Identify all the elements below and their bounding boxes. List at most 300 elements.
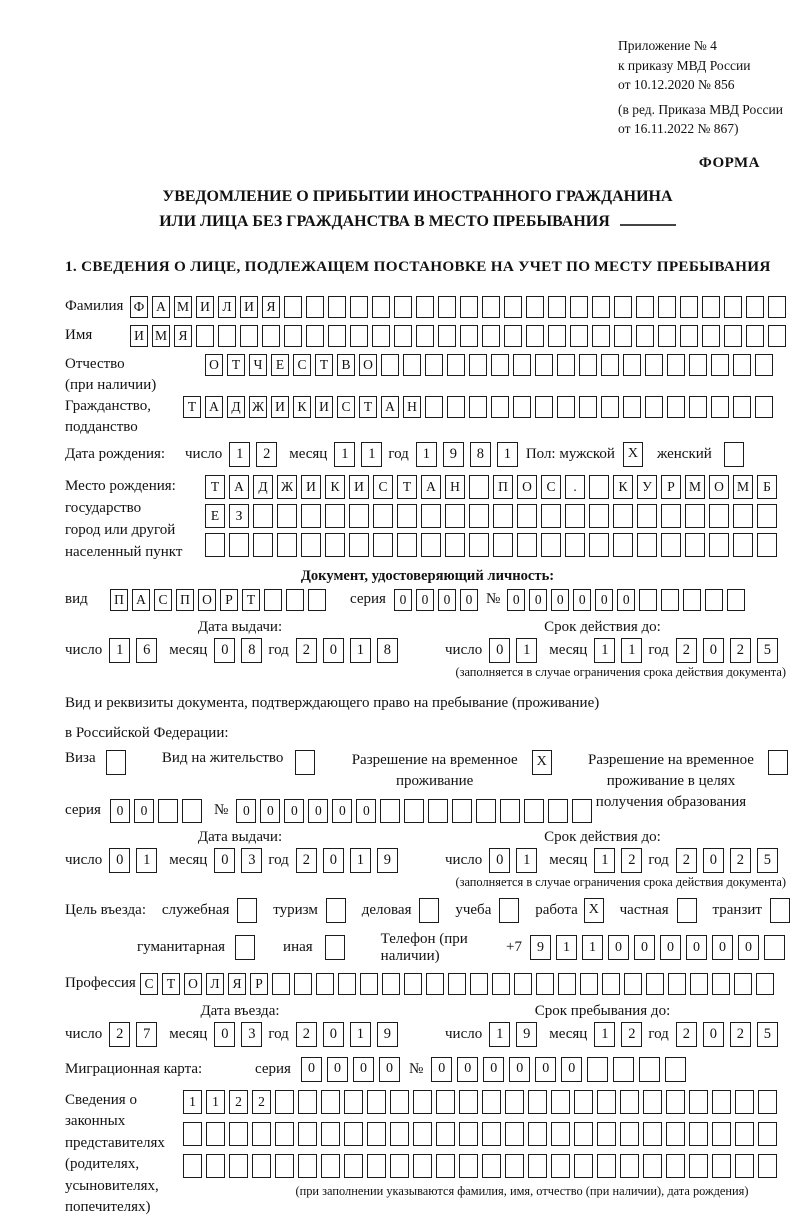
- char-cell[interactable]: [524, 799, 544, 823]
- char-cell[interactable]: [667, 354, 685, 376]
- char-cell[interactable]: [505, 1090, 524, 1114]
- char-cell[interactable]: В: [337, 354, 355, 376]
- char-cell[interactable]: Ж: [249, 396, 267, 418]
- char-cell[interactable]: [482, 1154, 501, 1178]
- char-cell[interactable]: [301, 533, 321, 557]
- char-cell[interactable]: 9: [377, 1022, 398, 1047]
- char-cell[interactable]: 0: [214, 638, 235, 663]
- char-cell[interactable]: Н: [445, 475, 465, 499]
- char-cell[interactable]: Т: [397, 475, 417, 499]
- char-cell[interactable]: Т: [183, 396, 201, 418]
- char-cell[interactable]: [528, 1154, 547, 1178]
- char-cell[interactable]: [306, 325, 324, 347]
- char-cell[interactable]: А: [229, 475, 249, 499]
- char-cell[interactable]: [579, 396, 597, 418]
- char-cell[interactable]: [757, 533, 777, 557]
- char-cell[interactable]: [240, 325, 258, 347]
- char-cell[interactable]: [724, 296, 742, 318]
- char-cell[interactable]: [229, 1154, 248, 1178]
- char-cell[interactable]: [601, 396, 619, 418]
- char-cell[interactable]: 2: [296, 1022, 317, 1047]
- checkbox-temp-residence[interactable]: X: [532, 750, 552, 775]
- char-cell[interactable]: [764, 935, 785, 960]
- char-cell[interactable]: 0: [561, 1057, 582, 1082]
- char-cell[interactable]: [637, 533, 657, 557]
- char-cell[interactable]: 8: [377, 638, 398, 663]
- char-cell[interactable]: [404, 973, 422, 995]
- char-cell[interactable]: [517, 504, 537, 528]
- char-cell[interactable]: К: [613, 475, 633, 499]
- char-cell[interactable]: [397, 533, 417, 557]
- char-cell[interactable]: Т: [205, 475, 225, 499]
- char-cell[interactable]: 0: [703, 848, 724, 873]
- char-cell[interactable]: [476, 799, 496, 823]
- char-cell[interactable]: [755, 396, 773, 418]
- char-cell[interactable]: [733, 396, 751, 418]
- char-cell[interactable]: [712, 973, 730, 995]
- char-cell[interactable]: [702, 325, 720, 347]
- char-cell[interactable]: [360, 973, 378, 995]
- char-cell[interactable]: [735, 1122, 754, 1146]
- char-cell[interactable]: [306, 296, 324, 318]
- char-cell[interactable]: [459, 1090, 478, 1114]
- char-cell[interactable]: [733, 354, 751, 376]
- char-cell[interactable]: [643, 1122, 662, 1146]
- char-cell[interactable]: [541, 504, 561, 528]
- char-cell[interactable]: М: [152, 325, 170, 347]
- char-cell[interactable]: [661, 504, 681, 528]
- char-cell[interactable]: 9: [516, 1022, 537, 1047]
- char-cell[interactable]: [689, 1154, 708, 1178]
- char-cell[interactable]: [403, 354, 421, 376]
- char-cell[interactable]: 0: [634, 935, 655, 960]
- char-cell[interactable]: [746, 296, 764, 318]
- char-cell[interactable]: [447, 396, 465, 418]
- char-cell[interactable]: [436, 1122, 455, 1146]
- char-cell[interactable]: [469, 504, 489, 528]
- char-cell[interactable]: 0: [214, 848, 235, 873]
- char-cell[interactable]: И: [301, 475, 321, 499]
- char-cell[interactable]: [447, 354, 465, 376]
- char-cell[interactable]: [541, 533, 561, 557]
- char-cell[interactable]: [229, 1122, 248, 1146]
- char-cell[interactable]: [277, 504, 297, 528]
- char-cell[interactable]: [390, 1090, 409, 1114]
- char-cell[interactable]: 1: [136, 848, 157, 873]
- char-cell[interactable]: Т: [162, 973, 180, 995]
- char-cell[interactable]: 0: [260, 799, 280, 823]
- char-cell[interactable]: О: [198, 589, 216, 611]
- char-cell[interactable]: 0: [738, 935, 759, 960]
- char-cell[interactable]: [264, 589, 282, 611]
- char-cell[interactable]: [413, 1154, 432, 1178]
- char-cell[interactable]: Д: [253, 475, 273, 499]
- char-cell[interactable]: [526, 325, 544, 347]
- char-cell[interactable]: С: [373, 475, 393, 499]
- char-cell[interactable]: [421, 533, 441, 557]
- char-cell[interactable]: [505, 1154, 524, 1178]
- char-cell[interactable]: [685, 504, 705, 528]
- char-cell[interactable]: 0: [416, 589, 434, 611]
- char-cell[interactable]: [367, 1154, 386, 1178]
- char-cell[interactable]: 1: [621, 638, 642, 663]
- char-cell[interactable]: .: [565, 475, 585, 499]
- char-cell[interactable]: Т: [242, 589, 260, 611]
- char-cell[interactable]: [381, 354, 399, 376]
- char-cell[interactable]: 0: [535, 1057, 556, 1082]
- char-cell[interactable]: [206, 1154, 225, 1178]
- char-cell[interactable]: [382, 973, 400, 995]
- char-cell[interactable]: 0: [214, 1022, 235, 1047]
- char-cell[interactable]: [262, 325, 280, 347]
- char-cell[interactable]: 2: [730, 638, 751, 663]
- char-cell[interactable]: [513, 396, 531, 418]
- char-cell[interactable]: 0: [323, 1022, 344, 1047]
- char-cell[interactable]: 2: [256, 442, 277, 467]
- char-cell[interactable]: [321, 1154, 340, 1178]
- char-cell[interactable]: [548, 799, 568, 823]
- checkbox-residence-permit[interactable]: [295, 750, 315, 775]
- char-cell[interactable]: [574, 1122, 593, 1146]
- char-cell[interactable]: [758, 1090, 777, 1114]
- char-cell[interactable]: С: [337, 396, 355, 418]
- char-cell[interactable]: 1: [556, 935, 577, 960]
- char-cell[interactable]: 3: [241, 1022, 262, 1047]
- char-cell[interactable]: [666, 1090, 685, 1114]
- char-cell[interactable]: [514, 973, 532, 995]
- char-cell[interactable]: [643, 1154, 662, 1178]
- char-cell[interactable]: 2: [676, 848, 697, 873]
- char-cell[interactable]: 3: [241, 848, 262, 873]
- char-cell[interactable]: [436, 1090, 455, 1114]
- char-cell[interactable]: Е: [205, 504, 225, 528]
- char-cell[interactable]: 0: [617, 589, 635, 611]
- char-cell[interactable]: 0: [457, 1057, 478, 1082]
- char-cell[interactable]: [275, 1122, 294, 1146]
- char-cell[interactable]: [445, 504, 465, 528]
- char-cell[interactable]: 5: [757, 638, 778, 663]
- char-cell[interactable]: 0: [660, 935, 681, 960]
- char-cell[interactable]: [755, 354, 773, 376]
- char-cell[interactable]: [536, 973, 554, 995]
- char-cell[interactable]: 0: [686, 935, 707, 960]
- char-cell[interactable]: [685, 533, 705, 557]
- char-cell[interactable]: [689, 354, 707, 376]
- char-cell[interactable]: [367, 1090, 386, 1114]
- char-cell[interactable]: [425, 396, 443, 418]
- char-cell[interactable]: [367, 1122, 386, 1146]
- char-cell[interactable]: [620, 1090, 639, 1114]
- char-cell[interactable]: С: [154, 589, 172, 611]
- char-cell[interactable]: [328, 325, 346, 347]
- char-cell[interactable]: [637, 504, 657, 528]
- char-cell[interactable]: [284, 325, 302, 347]
- char-cell[interactable]: 1: [350, 638, 371, 663]
- char-cell[interactable]: Л: [206, 973, 224, 995]
- char-cell[interactable]: Ч: [249, 354, 267, 376]
- char-cell[interactable]: 9: [530, 935, 551, 960]
- char-cell[interactable]: [286, 589, 304, 611]
- checkbox-private[interactable]: [677, 898, 697, 923]
- char-cell[interactable]: 1: [594, 638, 615, 663]
- char-cell[interactable]: Б: [757, 475, 777, 499]
- char-cell[interactable]: [733, 533, 753, 557]
- char-cell[interactable]: Я: [174, 325, 192, 347]
- char-cell[interactable]: [646, 973, 664, 995]
- char-cell[interactable]: 7: [136, 1022, 157, 1047]
- char-cell[interactable]: [469, 396, 487, 418]
- char-cell[interactable]: 2: [621, 1022, 642, 1047]
- char-cell[interactable]: [349, 533, 369, 557]
- char-cell[interactable]: 0: [332, 799, 352, 823]
- char-cell[interactable]: 1: [416, 442, 437, 467]
- char-cell[interactable]: [500, 799, 520, 823]
- char-cell[interactable]: [756, 973, 774, 995]
- char-cell[interactable]: [548, 296, 566, 318]
- char-cell[interactable]: 1: [229, 442, 250, 467]
- char-cell[interactable]: [712, 1122, 731, 1146]
- char-cell[interactable]: [252, 1122, 271, 1146]
- char-cell[interactable]: [394, 325, 412, 347]
- char-cell[interactable]: [734, 973, 752, 995]
- char-cell[interactable]: 9: [443, 442, 464, 467]
- char-cell[interactable]: 1: [582, 935, 603, 960]
- char-cell[interactable]: [589, 533, 609, 557]
- checkbox-official[interactable]: [237, 898, 257, 923]
- char-cell[interactable]: [614, 325, 632, 347]
- char-cell[interactable]: А: [381, 396, 399, 418]
- char-cell[interactable]: 2: [252, 1090, 271, 1114]
- char-cell[interactable]: 0: [323, 848, 344, 873]
- char-cell[interactable]: [416, 325, 434, 347]
- char-cell[interactable]: 0: [284, 799, 304, 823]
- char-cell[interactable]: [592, 325, 610, 347]
- char-cell[interactable]: А: [152, 296, 170, 318]
- char-cell[interactable]: 1: [516, 638, 537, 663]
- char-cell[interactable]: [623, 396, 641, 418]
- char-cell[interactable]: 1: [350, 1022, 371, 1047]
- char-cell[interactable]: [316, 973, 334, 995]
- char-cell[interactable]: [349, 504, 369, 528]
- checkbox-other-purpose[interactable]: [325, 935, 345, 960]
- char-cell[interactable]: [229, 533, 249, 557]
- char-cell[interactable]: [373, 504, 393, 528]
- char-cell[interactable]: [493, 533, 513, 557]
- char-cell[interactable]: П: [176, 589, 194, 611]
- char-cell[interactable]: 1: [489, 1022, 510, 1047]
- char-cell[interactable]: [668, 973, 686, 995]
- char-cell[interactable]: 0: [431, 1057, 452, 1082]
- char-cell[interactable]: Т: [315, 354, 333, 376]
- char-cell[interactable]: [711, 396, 729, 418]
- char-cell[interactable]: 0: [394, 589, 412, 611]
- char-cell[interactable]: [579, 354, 597, 376]
- char-cell[interactable]: [613, 1057, 634, 1082]
- char-cell[interactable]: [592, 296, 610, 318]
- char-cell[interactable]: 5: [757, 848, 778, 873]
- char-cell[interactable]: [528, 1090, 547, 1114]
- char-cell[interactable]: [196, 325, 214, 347]
- char-cell[interactable]: 2: [676, 1022, 697, 1047]
- char-cell[interactable]: 0: [301, 1057, 322, 1082]
- char-cell[interactable]: [724, 325, 742, 347]
- char-cell[interactable]: [768, 325, 786, 347]
- char-cell[interactable]: [482, 325, 500, 347]
- char-cell[interactable]: [372, 325, 390, 347]
- char-cell[interactable]: [308, 589, 326, 611]
- char-cell[interactable]: [205, 533, 225, 557]
- char-cell[interactable]: [182, 799, 202, 823]
- char-cell[interactable]: [709, 504, 729, 528]
- char-cell[interactable]: 0: [489, 638, 510, 663]
- char-cell[interactable]: [645, 354, 663, 376]
- char-cell[interactable]: [183, 1122, 202, 1146]
- char-cell[interactable]: 0: [134, 799, 154, 823]
- char-cell[interactable]: [680, 325, 698, 347]
- char-cell[interactable]: [428, 799, 448, 823]
- char-cell[interactable]: [413, 1090, 432, 1114]
- char-cell[interactable]: [683, 589, 701, 611]
- char-cell[interactable]: 2: [730, 1022, 751, 1047]
- char-cell[interactable]: [491, 396, 509, 418]
- char-cell[interactable]: [252, 1154, 271, 1178]
- char-cell[interactable]: [438, 325, 456, 347]
- char-cell[interactable]: [436, 1154, 455, 1178]
- char-cell[interactable]: 0: [236, 799, 256, 823]
- char-cell[interactable]: [705, 589, 723, 611]
- char-cell[interactable]: Е: [271, 354, 289, 376]
- char-cell[interactable]: 2: [109, 1022, 130, 1047]
- char-cell[interactable]: [597, 1154, 616, 1178]
- char-cell[interactable]: [551, 1090, 570, 1114]
- char-cell[interactable]: [613, 504, 633, 528]
- char-cell[interactable]: [535, 396, 553, 418]
- char-cell[interactable]: [459, 1122, 478, 1146]
- char-cell[interactable]: 1: [206, 1090, 225, 1114]
- char-cell[interactable]: [689, 396, 707, 418]
- char-cell[interactable]: [733, 504, 753, 528]
- char-cell[interactable]: 1: [594, 848, 615, 873]
- char-cell[interactable]: 1: [350, 848, 371, 873]
- char-cell[interactable]: А: [421, 475, 441, 499]
- char-cell[interactable]: [504, 325, 522, 347]
- char-cell[interactable]: С: [541, 475, 561, 499]
- char-cell[interactable]: [636, 325, 654, 347]
- char-cell[interactable]: [636, 296, 654, 318]
- char-cell[interactable]: [639, 589, 657, 611]
- char-cell[interactable]: [350, 296, 368, 318]
- char-cell[interactable]: [746, 325, 764, 347]
- char-cell[interactable]: [557, 396, 575, 418]
- char-cell[interactable]: 1: [516, 848, 537, 873]
- char-cell[interactable]: [284, 296, 302, 318]
- char-cell[interactable]: [702, 296, 720, 318]
- char-cell[interactable]: [469, 533, 489, 557]
- checkbox-temp-residence-education[interactable]: [768, 750, 788, 775]
- char-cell[interactable]: 0: [110, 799, 130, 823]
- checkbox-work[interactable]: X: [584, 898, 604, 923]
- char-cell[interactable]: [735, 1090, 754, 1114]
- char-cell[interactable]: 8: [241, 638, 262, 663]
- char-cell[interactable]: 0: [308, 799, 328, 823]
- char-cell[interactable]: [565, 533, 585, 557]
- char-cell[interactable]: Д: [227, 396, 245, 418]
- char-cell[interactable]: [661, 589, 679, 611]
- char-cell[interactable]: [643, 1090, 662, 1114]
- char-cell[interactable]: Л: [218, 296, 236, 318]
- char-cell[interactable]: [390, 1154, 409, 1178]
- char-cell[interactable]: [272, 973, 290, 995]
- char-cell[interactable]: У: [637, 475, 657, 499]
- char-cell[interactable]: 5: [757, 1022, 778, 1047]
- char-cell[interactable]: Ф: [130, 296, 148, 318]
- char-cell[interactable]: [321, 1122, 340, 1146]
- char-cell[interactable]: 0: [573, 589, 591, 611]
- char-cell[interactable]: 2: [296, 638, 317, 663]
- char-cell[interactable]: [709, 533, 729, 557]
- char-cell[interactable]: [601, 354, 619, 376]
- char-cell[interactable]: [344, 1090, 363, 1114]
- char-cell[interactable]: О: [184, 973, 202, 995]
- char-cell[interactable]: [321, 1090, 340, 1114]
- char-cell[interactable]: [666, 1154, 685, 1178]
- char-cell[interactable]: [711, 354, 729, 376]
- char-cell[interactable]: 1: [109, 638, 130, 663]
- char-cell[interactable]: [551, 1154, 570, 1178]
- char-cell[interactable]: К: [325, 475, 345, 499]
- char-cell[interactable]: Я: [262, 296, 280, 318]
- char-cell[interactable]: [574, 1090, 593, 1114]
- char-cell[interactable]: [253, 533, 273, 557]
- char-cell[interactable]: [372, 296, 390, 318]
- char-cell[interactable]: И: [130, 325, 148, 347]
- char-cell[interactable]: [667, 396, 685, 418]
- char-cell[interactable]: [658, 296, 676, 318]
- char-cell[interactable]: И: [315, 396, 333, 418]
- char-cell[interactable]: [735, 1154, 754, 1178]
- char-cell[interactable]: 0: [489, 848, 510, 873]
- char-cell[interactable]: 0: [483, 1057, 504, 1082]
- char-cell[interactable]: Т: [227, 354, 245, 376]
- char-cell[interactable]: [557, 354, 575, 376]
- char-cell[interactable]: 0: [438, 589, 456, 611]
- char-cell[interactable]: 6: [136, 638, 157, 663]
- char-cell[interactable]: [158, 799, 178, 823]
- char-cell[interactable]: М: [174, 296, 192, 318]
- char-cell[interactable]: И: [240, 296, 258, 318]
- char-cell[interactable]: 0: [703, 638, 724, 663]
- checkbox-business[interactable]: [419, 898, 439, 923]
- char-cell[interactable]: 8: [470, 442, 491, 467]
- char-cell[interactable]: [658, 325, 676, 347]
- char-cell[interactable]: [548, 325, 566, 347]
- char-cell[interactable]: [183, 1154, 202, 1178]
- char-cell[interactable]: [421, 504, 441, 528]
- char-cell[interactable]: [301, 504, 321, 528]
- char-cell[interactable]: 0: [353, 1057, 374, 1082]
- char-cell[interactable]: [325, 504, 345, 528]
- char-cell[interactable]: [253, 504, 273, 528]
- char-cell[interactable]: 2: [229, 1090, 248, 1114]
- char-cell[interactable]: [624, 973, 642, 995]
- char-cell[interactable]: [589, 475, 609, 499]
- char-cell[interactable]: 0: [327, 1057, 348, 1082]
- char-cell[interactable]: 0: [712, 935, 733, 960]
- char-cell[interactable]: 1: [594, 1022, 615, 1047]
- char-cell[interactable]: О: [359, 354, 377, 376]
- char-cell[interactable]: [298, 1090, 317, 1114]
- char-cell[interactable]: [639, 1057, 660, 1082]
